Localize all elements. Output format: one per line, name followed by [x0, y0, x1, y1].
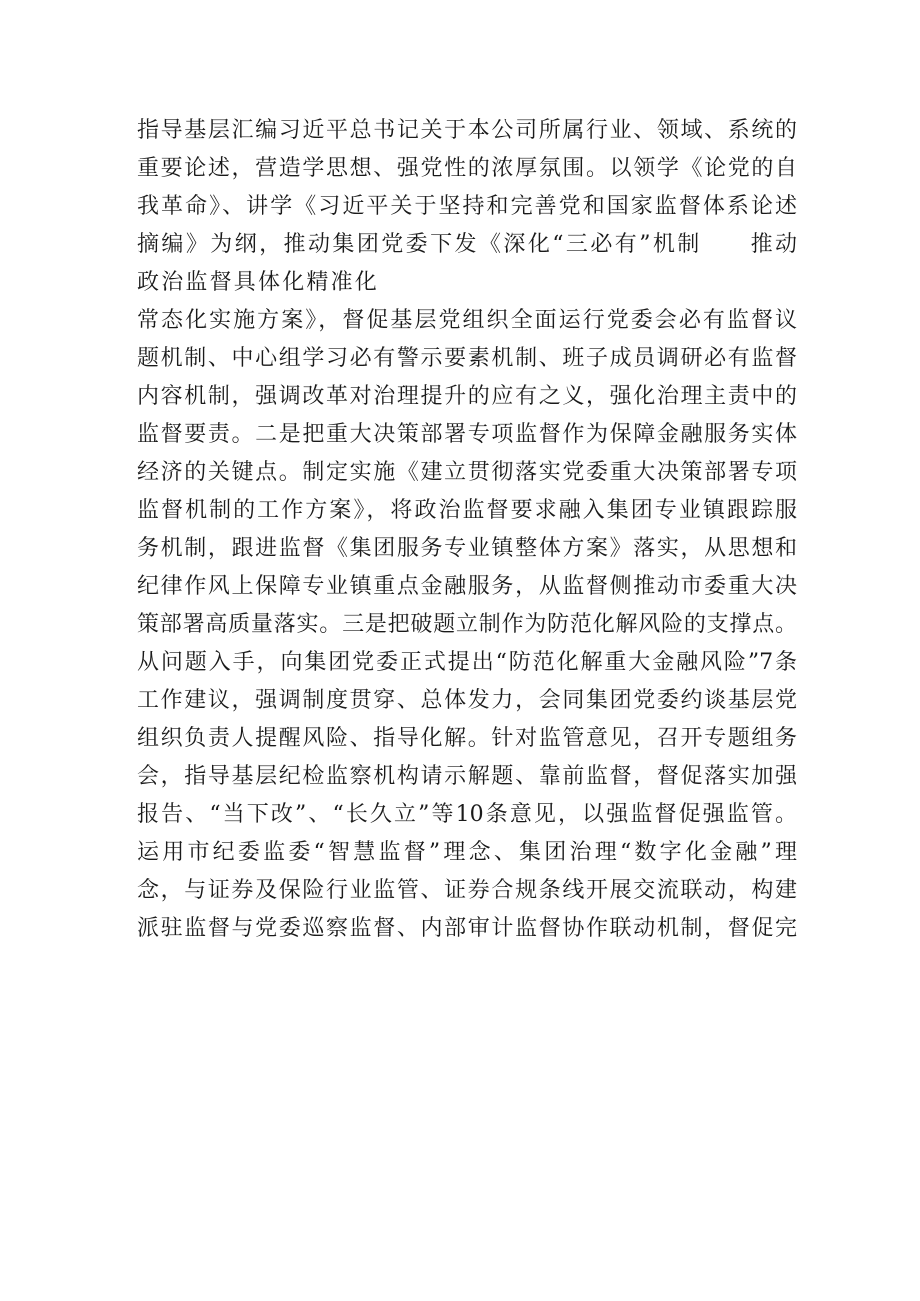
text-line: 念，与证券及保险行业监管、证券合规条线开展交流联动，构建	[137, 878, 797, 903]
text-line: 经济的关键点。制定实施《建立贯彻落实党委重大决策部署专项	[137, 460, 797, 485]
text-line: 常态化实施方案》，督促基层党组织全面运行党委会必有监督议	[137, 308, 797, 333]
text-line: 组织负责人提醒风险、指导化解。针对监管意见，召开专题组务	[137, 726, 797, 751]
text-line: 摘编》为纲，推动集团党委下发《深化“三必有”机制 推动	[137, 232, 797, 257]
text-line: 务机制，跟进监督《集团服务专业镇整体方案》落实，从思想和	[137, 536, 797, 561]
text-line: 政治监督具体化精准化	[137, 270, 380, 295]
text-line: 重要论述，营造学思想、强党性的浓厚氛围。以领学《论党的自	[137, 156, 797, 181]
text-line: 从问题入手，向集团党委正式提出“防范化解重大金融风险”7条	[137, 650, 797, 675]
text-line: 运用市纪委监委“智慧监督”理念、集团治理“数字化金融”理	[137, 840, 797, 865]
text-line: 纪律作风上保障专业镇重点金融服务，从监督侧推动市委重大决	[137, 574, 797, 599]
body-text	[137, 112, 797, 948]
text-line: 指导基层汇编习近平总书记关于本公司所属行业、领域、系统的	[137, 118, 797, 143]
text-line: 策部署高质量落实。三是把破题立制作为防范化解风险的支撑点。	[137, 612, 797, 637]
text-line: 监督要责。二是把重大决策部署专项监督作为保障金融服务实体	[137, 422, 797, 447]
text-line: 监督机制的工作方案》，将政治监督要求融入集团专业镇跟踪服	[137, 498, 797, 523]
text-line: 我革命》、讲学《习近平关于坚持和完善党和国家监督体系论述	[137, 194, 797, 219]
text-line: 会，指导基层纪检监察机构请示解题、靠前监督，督促落实加强	[137, 764, 797, 789]
text-line: 报告、“当下改”、“长久立”等10条意见，以强监督促强监管。	[137, 802, 797, 827]
text-line: 内容机制，强调改革对治理提升的应有之义，强化治理主责中的	[137, 384, 797, 409]
text-line: 题机制、中心组学习必有警示要素机制、班子成员调研必有监督	[137, 346, 797, 371]
text-line: 工作建议，强调制度贯穿、总体发力，会同集团党委约谈基层党	[137, 688, 797, 713]
text-line: 派驻监督与党委巡察监督、内部审计监督协作联动机制，督促完	[137, 916, 797, 941]
